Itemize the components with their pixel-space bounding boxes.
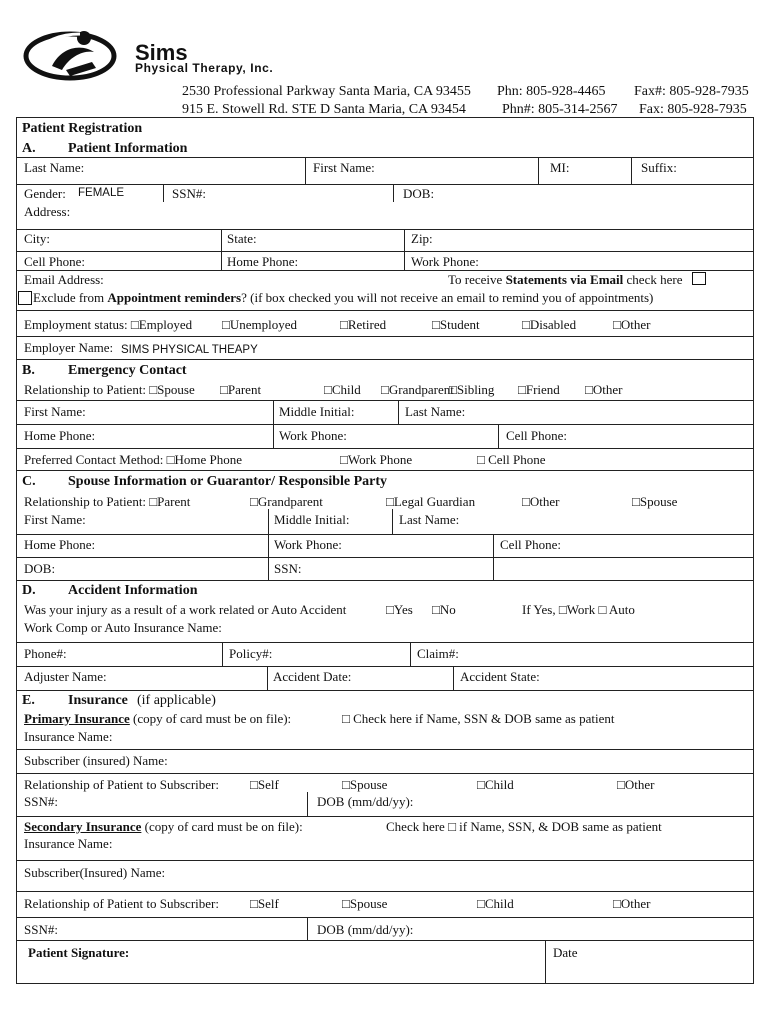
- accident-if-yes[interactable]: If Yes, □Work □ Auto: [522, 602, 635, 617]
- accident-state[interactable]: Accident State:: [460, 669, 540, 684]
- employment-unemployed[interactable]: □Unemployed: [222, 317, 298, 332]
- home-phone-field[interactable]: Home Phone:: [227, 254, 299, 269]
- primary-rel-self[interactable]: □Self: [250, 777, 279, 792]
- form-title: Patient Registration: [22, 121, 143, 136]
- emergency-last-name[interactable]: Last Name:: [405, 404, 466, 419]
- guarantor-ssn[interactable]: SSN:: [274, 561, 302, 576]
- guarantor-work-phone[interactable]: Work Phone:: [274, 537, 342, 552]
- guarantor-rel-legal-guardian[interactable]: □Legal Guardian: [386, 494, 476, 509]
- dob-field[interactable]: DOB:: [403, 186, 435, 201]
- primary-dob[interactable]: DOB (mm/dd/yy):: [317, 794, 414, 809]
- secondary-same-as-patient-checkbox[interactable]: Check here □ if Name, SSN, & DOB same as patient: [386, 819, 662, 834]
- emergency-rel-parent[interactable]: □Parent: [220, 382, 262, 397]
- guarantor-rel-grandparent[interactable]: □Grandparent: [250, 494, 323, 509]
- guarantor-rel-parent[interactable]: Relationship to Patient: □Parent: [24, 494, 191, 509]
- accident-yes[interactable]: □Yes: [386, 602, 413, 617]
- patient-signature-field[interactable]: Patient Signature:: [28, 945, 130, 960]
- last-name-field[interactable]: Last Name:: [24, 160, 85, 175]
- preferred-home-phone[interactable]: Preferred Contact Method: □Home Phone: [24, 452, 242, 467]
- emergency-home-phone[interactable]: Home Phone:: [24, 428, 96, 443]
- ssn-field[interactable]: SSN#:: [172, 186, 206, 201]
- employment-status-employed[interactable]: Employment status: □Employed: [24, 317, 193, 332]
- email-field[interactable]: Email Address:: [24, 272, 104, 287]
- guarantor-rel-spouse[interactable]: □Spouse: [632, 494, 678, 509]
- phone-2: Phn#: 805-314-2567: [502, 102, 618, 117]
- accident-phone[interactable]: Phone#:: [24, 646, 67, 661]
- guarantor-home-phone[interactable]: Home Phone:: [24, 537, 96, 552]
- employment-other[interactable]: □Other: [613, 317, 651, 332]
- guarantor-first-name[interactable]: First Name:: [24, 512, 86, 527]
- emergency-first-name[interactable]: First Name:: [24, 404, 86, 419]
- state-field[interactable]: State:: [227, 231, 257, 246]
- gender-label: Gender:: [24, 186, 66, 201]
- adjuster-name[interactable]: Adjuster Name:: [24, 669, 107, 684]
- section-e-note: (if applicable): [137, 693, 216, 708]
- company-subtitle: Physical Therapy, Inc.: [135, 61, 274, 75]
- emergency-middle-initial[interactable]: Middle Initial:: [279, 404, 355, 419]
- emergency-cell-phone[interactable]: Cell Phone:: [506, 428, 568, 443]
- statements-email-checkbox[interactable]: [692, 272, 706, 285]
- section-c-title: Spouse Information or Guarantor/ Responsible Party: [68, 474, 388, 489]
- section-a-title: Patient Information: [68, 141, 188, 156]
- address-1: 2530 Professional Parkway Santa Maria, CA 93455: [182, 84, 471, 99]
- primary-relationship-label: Relationship of Patient to Subscriber:: [24, 777, 219, 792]
- employer-label: Employer Name:: [24, 340, 114, 355]
- first-name-field[interactable]: First Name:: [313, 160, 375, 175]
- primary-same-as-patient-checkbox[interactable]: □ Check here if Name, SSN & DOB same as patient: [342, 711, 615, 726]
- secondary-relationship-label: Relationship of Patient to Subscriber:: [24, 896, 219, 911]
- secondary-dob[interactable]: DOB (mm/dd/yy):: [317, 922, 414, 937]
- primary-subscriber-name[interactable]: Subscriber (insured) Name:: [24, 753, 168, 768]
- emergency-rel-sibling[interactable]: □Sibling: [449, 382, 495, 397]
- primary-rel-spouse[interactable]: □Spouse: [342, 777, 388, 792]
- company-name: Sims: [135, 40, 188, 65]
- accident-question: Was your injury as a result of a work related or Auto Accident: [24, 602, 347, 617]
- primary-rel-child[interactable]: □Child: [477, 777, 514, 792]
- suffix-field[interactable]: Suffix:: [641, 160, 677, 175]
- employer-value[interactable]: SIMS PHYSICAL THEAPY: [121, 344, 258, 356]
- accident-no[interactable]: □No: [432, 602, 456, 617]
- emergency-rel-child[interactable]: □Child: [324, 382, 361, 397]
- section-a-letter: A.: [22, 141, 36, 156]
- section-b-letter: B.: [22, 363, 35, 378]
- accident-date[interactable]: Accident Date:: [273, 669, 352, 684]
- secondary-insurance-name[interactable]: Insurance Name:: [24, 836, 113, 851]
- fax-2: Fax: 805-928-7935: [639, 102, 747, 117]
- primary-insurance-name[interactable]: Insurance Name:: [24, 729, 113, 744]
- address-2: 915 E. Stowell Rd. STE D Santa Maria, CA 93454: [182, 102, 466, 117]
- employment-student[interactable]: □Student: [432, 317, 480, 332]
- section-b-title: Emergency Contact: [68, 363, 187, 378]
- signature-date-field[interactable]: Date: [553, 945, 578, 960]
- fax-1: Fax#: 805-928-7935: [634, 84, 749, 99]
- emergency-rel-spouse[interactable]: Relationship to Patient: □Spouse: [24, 382, 195, 397]
- zip-field[interactable]: Zip:: [411, 231, 433, 246]
- work-phone-field[interactable]: Work Phone:: [411, 254, 479, 269]
- work-comp-insurance-name[interactable]: Work Comp or Auto Insurance Name:: [24, 620, 222, 635]
- accident-policy[interactable]: Policy#:: [229, 646, 273, 661]
- guarantor-cell-phone[interactable]: Cell Phone:: [500, 537, 562, 552]
- preferred-cell-phone[interactable]: □ Cell Phone: [477, 452, 546, 467]
- address-field[interactable]: Address:: [24, 204, 71, 219]
- employment-disabled[interactable]: □Disabled: [522, 317, 577, 332]
- section-e-title: Insurance: [68, 693, 128, 708]
- guarantor-dob[interactable]: DOB:: [24, 561, 56, 576]
- sims-logo-icon: [22, 26, 122, 86]
- employment-retired[interactable]: □Retired: [340, 317, 387, 332]
- statements-email-label: To receive Statements via Email check here: [448, 272, 683, 287]
- emergency-rel-other[interactable]: □Other: [585, 382, 623, 397]
- secondary-subscriber-name[interactable]: Subscriber(Insured) Name:: [24, 865, 166, 880]
- section-d-title: Accident Information: [68, 583, 198, 598]
- emergency-rel-friend[interactable]: □Friend: [518, 382, 560, 397]
- primary-ssn[interactable]: SSN#:: [24, 794, 58, 809]
- accident-claim[interactable]: Claim#:: [417, 646, 459, 661]
- preferred-work-phone[interactable]: □Work Phone: [340, 452, 413, 467]
- emergency-work-phone[interactable]: Work Phone:: [279, 428, 347, 443]
- section-d-letter: D.: [22, 583, 36, 598]
- gender-value[interactable]: FEMALE: [78, 187, 125, 199]
- secondary-ssn[interactable]: SSN#:: [24, 922, 58, 937]
- primary-rel-other[interactable]: □Other: [617, 777, 655, 792]
- secondary-rel-child[interactable]: □Child: [477, 896, 514, 911]
- exclude-reminders-checkbox[interactable]: [18, 291, 32, 305]
- emergency-rel-grandparent[interactable]: □Grandparent: [381, 382, 454, 397]
- secondary-rel-other[interactable]: □Other: [613, 896, 651, 911]
- guarantor-rel-other[interactable]: □Other: [522, 494, 560, 509]
- primary-insurance-label: Primary Insurance (copy of card must be on file):: [24, 711, 292, 726]
- cell-phone-field[interactable]: Cell Phone:: [24, 254, 86, 269]
- exclude-reminders-label: Exclude from Appointment reminders? (if box checked you will not receive an email to remind you of appointments): [33, 290, 654, 305]
- guarantor-middle-initial[interactable]: Middle Initial:: [274, 512, 350, 527]
- secondary-rel-spouse[interactable]: □Spouse: [342, 896, 388, 911]
- guarantor-last-name[interactable]: Last Name:: [399, 512, 460, 527]
- secondary-rel-self[interactable]: □Self: [250, 896, 279, 911]
- section-e-letter: E.: [22, 693, 35, 708]
- mi-field[interactable]: MI:: [550, 160, 570, 175]
- secondary-insurance-label: Secondary Insurance (copy of card must be on file):: [24, 819, 303, 834]
- city-field[interactable]: City:: [24, 231, 51, 246]
- section-c-letter: C.: [22, 474, 36, 489]
- phone-1: Phn: 805-928-4465: [497, 84, 606, 99]
